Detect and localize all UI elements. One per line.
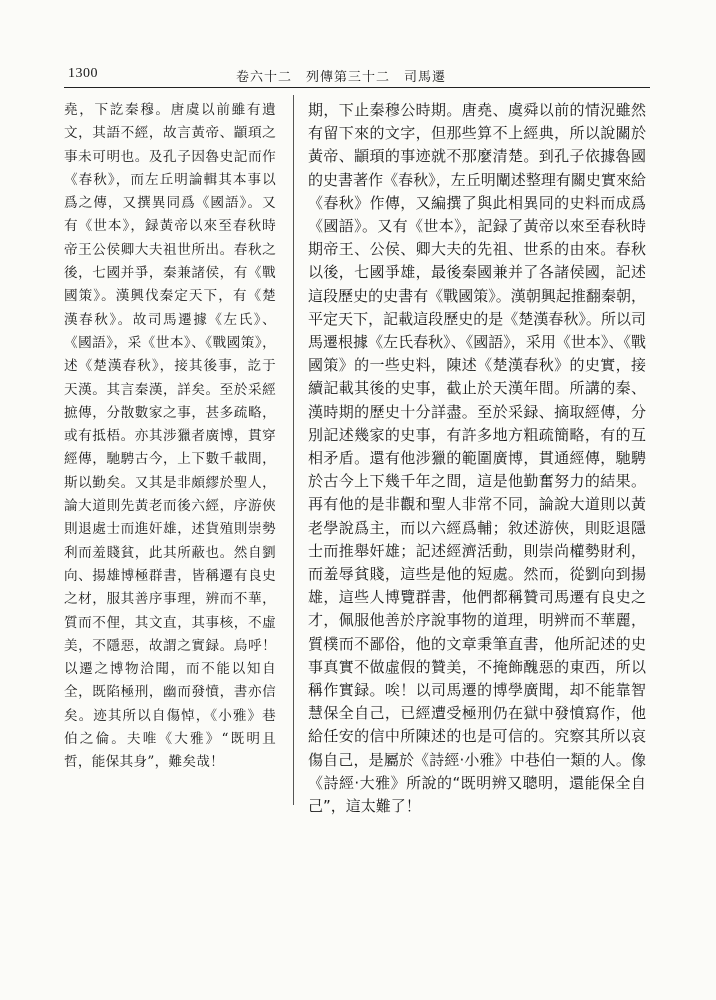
header-rule [64,87,650,88]
running-header: 卷六十二 列傳第三十二 司馬遷 [236,70,447,85]
page-number: 1300 [68,66,98,81]
translation-text-column [308,99,646,818]
classical-text: 堯，下訖秦穆。唐虞以前雖有遺文，其語不經，故言黃帝、顓頊之事未可明也。及孔子因魯史記而作《春秋》，而左丘明論輯其本事以爲之傳，又撰異同爲《國語》。又有《世本》，録黃帝以來至春秋時帝王公侯卿大夫祖世所出。春秋之後，七國并爭，秦兼諸侯，有《戰國策》。漢興伐秦定天下，有《楚漢春秋》。故司馬遷據《左氏》、《國語》，采《世本》、《戰國策》，述《楚漢春秋》，接其後事，訖于天漢。其言秦漢，詳矣。至於采經摭傳，分散數家之事，甚多疏略，或有抵梧。亦其涉獵者廣博，貫穿經傳，馳騁古今，上下數千載間，斯以勤矣。又其是非頗繆於聖人，論大道則先黃老而後六經，序游俠則退處士而進奸雄，述貨殖則崇勢利而羞賤貧，此其所蔽也。然自劉向、揚雄博極群書，皆稱遷有良史之材，服其善序事理，辨而不華，質而不俚，其文直，其事核，不虛美，不隱惡，故謂之實録。烏呼！以遷之博物洽聞，而不能以知自全，既陷極刑，幽而發憤，書亦信矣。迹其所以自傷悼，《小雅》巷伯之倫。夫唯《大雅》“既明且哲，能保其身”，難矣哉！ [64,102,276,771]
classical-text-column [64,99,276,775]
column-divider [293,95,294,805]
translation-text: 期，下止秦穆公時期。唐堯、虞舜以前的情況雖然有留下來的文字，但那些算不上經典，所以說關於黃帝、顓頊的事迹就不那麼清楚。到孔子依據魯國的史書著作《春秋》，左丘明闡述整理有關史實來給《春秋》作傳，又編撰了與此相異同的史料而成爲《國語》。又有《世本》，記録了黃帝以來至春秋時期帝王、公侯、卿大夫的先祖、世系的由來。春秋以後，七國爭雄，最後秦國兼并了各諸侯國，記述這段歷史的史書有《戰國策》。漢朝興起推翻秦朝，平定天下，記載這段歷史的是《楚漢春秋》。所以司馬遷根據《左氏春秋》、《國語》，采用《世本》、《戰國策》的一些史料，陳述《楚漢春秋》的史實，接續記載其後的史事，截止於天漢年間。所講的秦、漢時期的歷史十分詳盡。至於采録、摘取經傳，分別記述幾家的史事，有許多地方粗疏簡略，有的互相矛盾。還有他涉獵的範圍廣博，貫通經傳，馳騁於古今上下幾千年之間，這是他勤奮努力的結果。再有他的是非觀和聖人非常不同，論說大道則以黃老學說爲主，而以六經爲輔；敘述游俠，則貶退隱士而推舉奸雄；記述經濟活動，則崇尚權勢財利，而羞辱貧賤，這些是他的短處。然而，從劉向到揚雄，這些人博覽群書，他們都稱贊司馬遷有良史之才，佩服他善於序說事物的道理，明辨而不華麗，質樸而不鄙俗，他的文章秉筆直書，他所記述的史事真實不做虛假的贊美，不掩飾醜惡的東西，所以稱作實録。唉！以司馬遷的博學廣聞，却不能靠智慧保全自己，已經遭受極刑仍在獄中發憤寫作，他給任安的信中所陳述的也是可信的。究察其所以哀傷自己，是屬於《詩經·小雅》中巷伯一類的人。像《詩經·大雅》所說的“既明辨又聰明，還能保全自己”，這太難了！ [308,101,646,816]
